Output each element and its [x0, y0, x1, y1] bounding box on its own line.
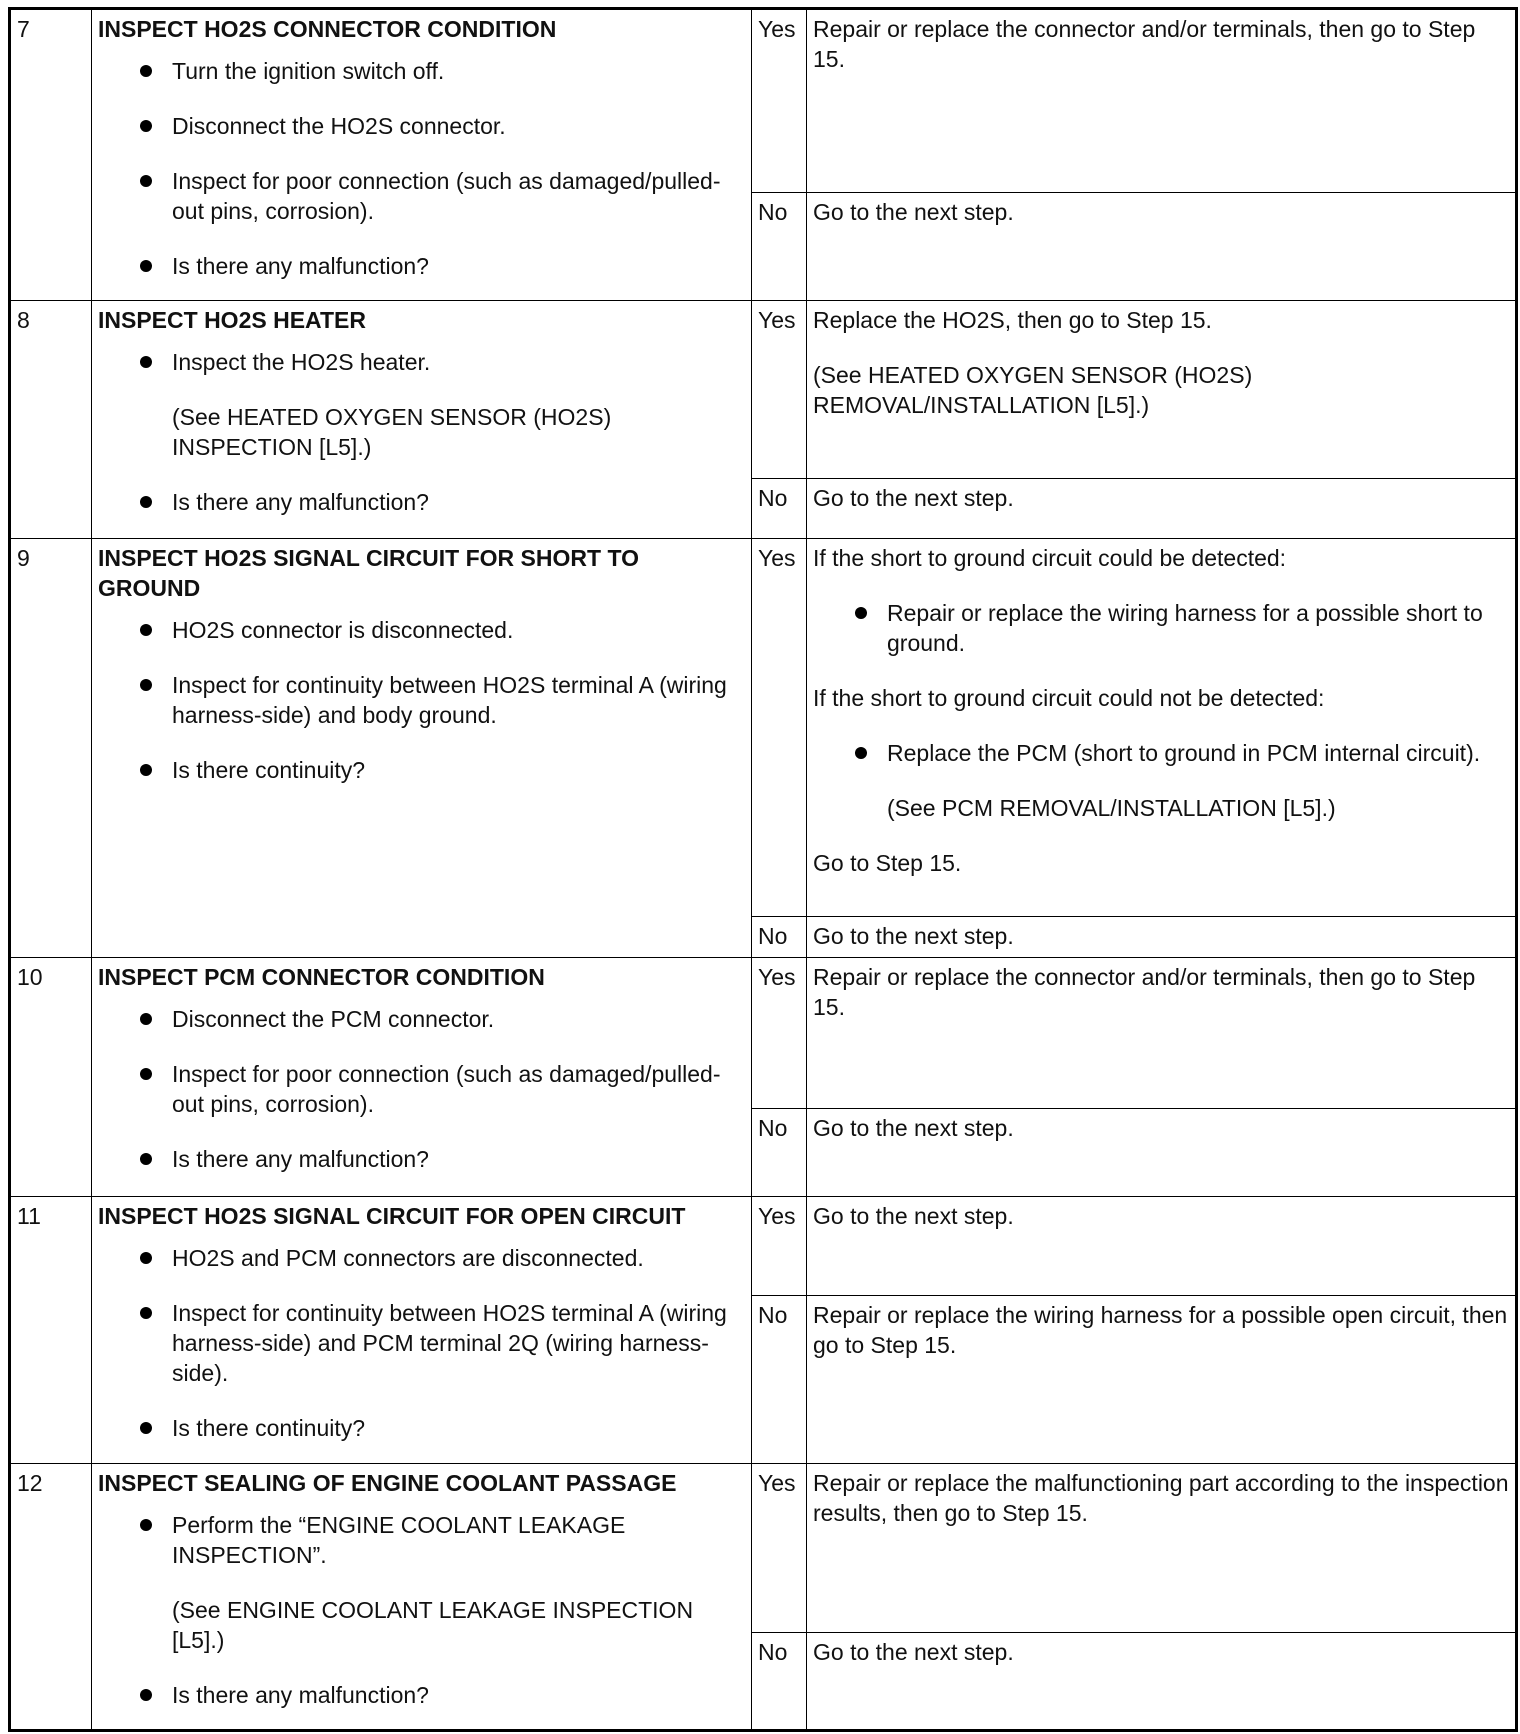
answer-yes: Yes: [752, 1197, 807, 1296]
step-bullet-list: [98, 56, 745, 281]
step-title: INSPECT HO2S SIGNAL CIRCUIT FOR SHORT TO GROUND: [98, 545, 639, 601]
step-number: 9: [10, 539, 92, 958]
step-number: 11: [10, 1197, 92, 1464]
step-description: [92, 1197, 752, 1464]
step-bullet-list: [98, 615, 745, 785]
bullet-text: Inspect the HO2S heater.: [172, 349, 431, 375]
action-no: Go to the next step.: [807, 479, 1517, 539]
step-row-12-yes: [10, 1464, 1517, 1633]
action-no: Go to the next step.: [807, 917, 1517, 958]
action-text: If the short to ground circuit could be detected:: [813, 545, 1287, 571]
step-title: INSPECT HO2S CONNECTOR CONDITION: [98, 16, 557, 42]
action-bullet-list: [813, 598, 1509, 658]
action-text: Go to Step 15.: [813, 850, 962, 876]
step-number: 7: [10, 9, 92, 301]
step-row-10-yes: [10, 958, 1517, 1109]
bullet-text: Perform the “ENGINE COOLANT LEAKAGE INSPECTION”.: [172, 1512, 626, 1568]
answer-no: No: [752, 1296, 807, 1464]
action-text: Replace the HO2S, then go to Step 15.: [813, 307, 1212, 333]
action-yes: [807, 301, 1517, 479]
diagnostic-procedure-table: [8, 7, 1518, 1732]
action-bullet: [887, 738, 1509, 823]
action-no: Go to the next step.: [807, 1633, 1517, 1731]
step-bullet: Is there any malfunction?: [172, 1680, 745, 1710]
answer-yes: Yes: [752, 958, 807, 1109]
step-title: INSPECT SEALING OF ENGINE COOLANT PASSAGE: [98, 1470, 677, 1496]
step-description: [92, 1464, 752, 1731]
answer-yes: Yes: [752, 301, 807, 479]
bullet-reference: (See ENGINE COOLANT LEAKAGE INSPECTION [L5].): [172, 1597, 694, 1653]
step-number: 10: [10, 958, 92, 1197]
answer-no: No: [752, 1633, 807, 1731]
step-bullet: Is there any malfunction?: [172, 487, 745, 517]
step-bullet: [172, 347, 745, 462]
step-bullet: Inspect for continuity between HO2S terminal A (wiring harness-side) and PCM terminal 2Q (wiring harness-side).: [172, 1298, 745, 1388]
step-bullet: Inspect for poor connection (such as damaged/pulled-out pins, corrosion).: [172, 166, 745, 226]
step-bullet: Is there any malfunction?: [172, 251, 745, 281]
answer-yes: Yes: [752, 539, 807, 917]
step-number: 12: [10, 1464, 92, 1731]
answer-no: No: [752, 917, 807, 958]
action-yes: Repair or replace the connector and/or terminals, then go to Step 15.: [807, 958, 1517, 1109]
step-title: INSPECT HO2S HEATER: [98, 307, 366, 333]
step-description: [92, 539, 752, 958]
answer-yes: Yes: [752, 9, 807, 193]
step-bullet: Disconnect the PCM connector.: [172, 1004, 745, 1034]
action-no: Go to the next step.: [807, 193, 1517, 301]
step-bullet-list: [98, 347, 745, 517]
step-bullet: Disconnect the HO2S connector.: [172, 111, 745, 141]
action-bullet-list: [813, 738, 1509, 823]
step-row-9-yes: [10, 539, 1517, 917]
action-yes: Go to the next step.: [807, 1197, 1517, 1296]
step-row-11-yes: [10, 1197, 1517, 1296]
action-reference: (See HEATED OXYGEN SENSOR (HO2S) REMOVAL/INSTALLATION [L5].): [813, 362, 1253, 418]
step-title: INSPECT PCM CONNECTOR CONDITION: [98, 964, 545, 990]
step-row-8-yes: [10, 301, 1517, 479]
bullet-reference: (See PCM REMOVAL/INSTALLATION [L5].): [887, 795, 1336, 821]
answer-no: No: [752, 193, 807, 301]
step-bullet: Inspect for continuity between HO2S terminal A (wiring harness-side) and body ground.: [172, 670, 745, 730]
action-yes: [807, 539, 1517, 917]
step-bullet: [172, 1510, 745, 1655]
step-bullet: Is there continuity?: [172, 1413, 745, 1443]
step-bullet: Is there continuity?: [172, 755, 745, 785]
step-bullet: HO2S connector is disconnected.: [172, 615, 745, 645]
step-bullet: HO2S and PCM connectors are disconnected.: [172, 1243, 745, 1273]
answer-no: No: [752, 479, 807, 539]
step-bullet-list: [98, 1510, 745, 1710]
step-title: INSPECT HO2S SIGNAL CIRCUIT FOR OPEN CIRCUIT: [98, 1203, 686, 1229]
bullet-text: Replace the PCM (short to ground in PCM internal circuit).: [887, 740, 1481, 766]
step-number: 8: [10, 301, 92, 539]
answer-yes: Yes: [752, 1464, 807, 1633]
action-yes: Repair or replace the malfunctioning part according to the inspection results, then go to Step 15.: [807, 1464, 1517, 1633]
step-bullet: Turn the ignition switch off.: [172, 56, 745, 86]
action-text: If the short to ground circuit could not be detected:: [813, 685, 1325, 711]
answer-no: No: [752, 1109, 807, 1197]
step-row-7-yes: [10, 9, 1517, 193]
action-no: Go to the next step.: [807, 1109, 1517, 1197]
action-no: Repair or replace the wiring harness for a possible open circuit, then go to Step 15.: [807, 1296, 1517, 1464]
action-bullet: Repair or replace the wiring harness for a possible short to ground.: [887, 598, 1509, 658]
step-description: [92, 301, 752, 539]
step-bullet-list: [98, 1243, 745, 1443]
step-bullet: Is there any malfunction?: [172, 1144, 745, 1174]
step-description: [92, 9, 752, 301]
step-bullet: Inspect for poor connection (such as damaged/pulled-out pins, corrosion).: [172, 1059, 745, 1119]
action-yes: Repair or replace the connector and/or terminals, then go to Step 15.: [807, 9, 1517, 193]
bullet-reference: (See HEATED OXYGEN SENSOR (HO2S) INSPECTION [L5].): [172, 404, 612, 460]
step-bullet-list: [98, 1004, 745, 1174]
step-description: [92, 958, 752, 1197]
